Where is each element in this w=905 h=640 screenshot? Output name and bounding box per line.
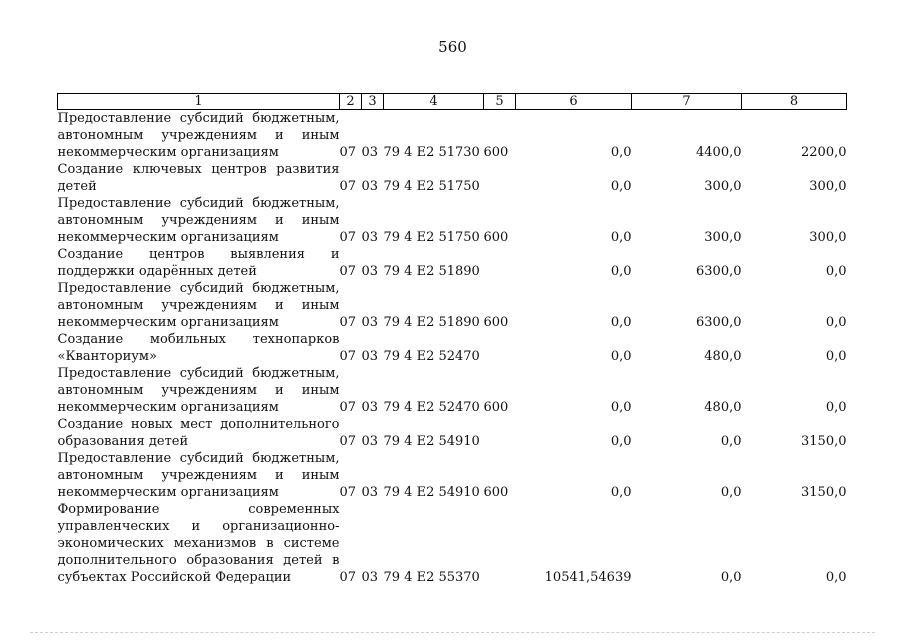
row-value-col-8: 300,0 — [809, 179, 847, 194]
row-value-col-7: 4400,0 — [696, 145, 742, 160]
row-target-article: 79 4 E2 51890 — [383, 315, 480, 330]
row-target-article: 79 4 E2 51890 — [383, 264, 480, 279]
row-expense-type — [484, 331, 516, 365]
row-value-col-6: 0,0 — [610, 230, 632, 245]
row-name: Предоставление субсидий бюджетным, автономным учреждениям и иным некоммерческим организациям — [57, 196, 340, 245]
row-value-col-6: 0,0 — [610, 400, 632, 415]
row-value-col-7: 0,0 — [720, 434, 742, 449]
row-expense-type: 600 — [483, 400, 509, 415]
row-name: Предоставление субсидий бюджетным, автономным учреждениям и иным некоммерческим организациям — [57, 281, 340, 330]
row-name: Предоставление субсидий бюджетным, автономным учреждениям и иным некоммерческим организациям — [57, 111, 340, 160]
page-number: 560 — [438, 38, 467, 56]
row-expense-type — [484, 416, 516, 450]
row-expense-type: 600 — [483, 145, 509, 160]
scan-edge-line — [30, 632, 875, 634]
row-target-article: 79 4 E2 51750 — [383, 230, 480, 245]
row-value-col-6: 0,0 — [610, 349, 632, 364]
row-name: Формирование современных управленческих и организационно-экономических механизмов в системе дополнительного образования детей в субъектах Российской Федерации — [57, 502, 340, 585]
row-value-col-6: 10541,54639 — [544, 570, 632, 585]
header-col-8: 8 — [742, 94, 847, 110]
row-value-col-8: 3150,0 — [801, 485, 847, 500]
row-expense-type — [484, 161, 516, 195]
header-col-2: 2 — [340, 94, 362, 110]
row-value-col-7: 6300,0 — [696, 315, 742, 330]
table-row — [58, 280, 847, 331]
row-section: 07 — [339, 570, 357, 585]
table-row — [58, 450, 847, 501]
header-col-4: 4 — [384, 94, 484, 110]
row-target-article: 79 4 E2 52470 — [383, 400, 480, 415]
row-value-col-8: 0,0 — [825, 315, 847, 330]
row-name: Создание ключевых центров развития детей — [57, 162, 340, 194]
header-col-6: 6 — [516, 94, 632, 110]
row-value-col-8: 0,0 — [825, 570, 847, 585]
table-row — [58, 195, 847, 246]
row-subsection: 03 — [361, 485, 379, 500]
row-value-col-8: 0,0 — [825, 349, 847, 364]
table-row — [58, 161, 847, 195]
row-subsection: 03 — [361, 230, 379, 245]
row-name: Предоставление субсидий бюджетным, автономным учреждениям и иным некоммерческим организациям — [57, 451, 340, 500]
row-name: Создание мобильных технопарков «Кванториум» — [57, 332, 340, 364]
row-value-col-7: 480,0 — [704, 400, 742, 415]
row-expense-type: 600 — [483, 230, 509, 245]
row-value-col-6: 0,0 — [610, 315, 632, 330]
table-row — [58, 331, 847, 365]
row-value-col-8: 3150,0 — [801, 434, 847, 449]
row-section: 07 — [339, 400, 357, 415]
row-value-col-7: 0,0 — [720, 570, 742, 585]
row-value-col-8: 0,0 — [825, 264, 847, 279]
row-subsection: 03 — [361, 264, 379, 279]
row-expense-type: 600 — [483, 315, 509, 330]
row-subsection: 03 — [361, 145, 379, 160]
row-name: Создание центров выявления и поддержки одарённых детей — [57, 247, 340, 279]
header-col-7: 7 — [632, 94, 742, 110]
row-target-article: 79 4 E2 52470 — [383, 349, 480, 364]
row-section: 07 — [339, 349, 357, 364]
row-subsection: 03 — [361, 570, 379, 585]
row-subsection: 03 — [361, 400, 379, 415]
table-row — [58, 110, 847, 162]
row-value-col-6: 0,0 — [610, 434, 632, 449]
row-target-article: 79 4 E2 55370 — [383, 570, 480, 585]
row-value-col-8: 0,0 — [825, 400, 847, 415]
row-value-col-7: 300,0 — [704, 230, 742, 245]
row-section: 07 — [339, 145, 357, 160]
row-subsection: 03 — [361, 315, 379, 330]
row-subsection: 03 — [361, 349, 379, 364]
row-value-col-8: 2200,0 — [801, 145, 847, 160]
row-section: 07 — [339, 434, 357, 449]
header-col-1: 1 — [58, 94, 340, 110]
header-col-5: 5 — [484, 94, 516, 110]
table-body — [58, 110, 847, 587]
row-value-col-7: 6300,0 — [696, 264, 742, 279]
row-value-col-6: 0,0 — [610, 485, 632, 500]
row-value-col-6: 0,0 — [610, 264, 632, 279]
row-value-col-6: 0,0 — [610, 145, 632, 160]
row-target-article: 79 4 E2 51750 — [383, 179, 480, 194]
row-subsection: 03 — [361, 434, 379, 449]
row-expense-type — [484, 501, 516, 586]
table-header-row — [58, 94, 847, 110]
row-section: 07 — [339, 179, 357, 194]
table-row — [58, 246, 847, 280]
row-target-article: 79 4 E2 51730 — [383, 145, 480, 160]
row-section: 07 — [339, 264, 357, 279]
row-section: 07 — [339, 485, 357, 500]
row-value-col-7: 0,0 — [720, 485, 742, 500]
row-expense-type: 600 — [483, 485, 509, 500]
row-value-col-6: 0,0 — [610, 179, 632, 194]
row-section: 07 — [339, 315, 357, 330]
row-name: Создание новых мест дополнительного образования детей — [57, 417, 340, 449]
row-subsection: 03 — [361, 179, 379, 194]
row-section: 07 — [339, 230, 357, 245]
table-row — [58, 501, 847, 586]
row-name: Предоставление субсидий бюджетным, автономным учреждениям и иным некоммерческим организациям — [57, 366, 340, 415]
table-row — [58, 365, 847, 416]
row-target-article: 79 4 E2 54910 — [383, 434, 480, 449]
row-value-col-8: 300,0 — [809, 230, 847, 245]
row-target-article: 79 4 E2 54910 — [383, 485, 480, 500]
row-expense-type — [484, 246, 516, 280]
budget-table — [57, 93, 847, 586]
row-value-col-7: 300,0 — [704, 179, 742, 194]
table-row — [58, 416, 847, 450]
header-col-3: 3 — [362, 94, 384, 110]
row-value-col-7: 480,0 — [704, 349, 742, 364]
